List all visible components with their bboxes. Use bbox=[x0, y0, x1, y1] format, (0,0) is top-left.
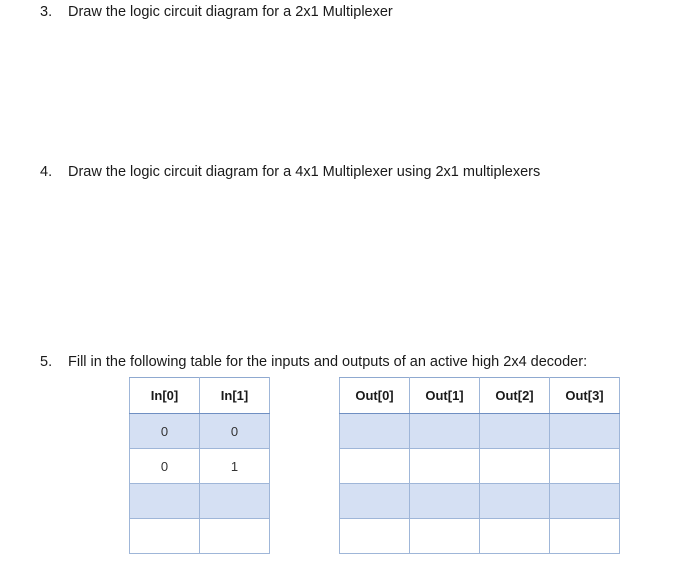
table-cell[interactable] bbox=[410, 484, 480, 519]
table-cell[interactable] bbox=[480, 449, 550, 484]
table-cell[interactable] bbox=[550, 519, 620, 554]
table-cell[interactable]: 0 bbox=[130, 414, 200, 449]
table-row bbox=[340, 484, 620, 519]
table-cell[interactable] bbox=[340, 414, 410, 449]
table-cell[interactable] bbox=[410, 449, 480, 484]
inputs-header-row bbox=[130, 378, 270, 414]
question-number: 4. bbox=[40, 164, 53, 180]
table-cell[interactable] bbox=[200, 484, 270, 519]
question-number: 3. bbox=[40, 4, 53, 20]
table-cell[interactable] bbox=[130, 484, 200, 519]
question-text: Draw the logic circuit diagram for a 4x1 Multiplexer using 2x1 multiplexers bbox=[68, 164, 541, 180]
question-5 bbox=[40, 353, 587, 371]
table-cell[interactable]: 0 bbox=[200, 414, 270, 449]
header-in-1: In[1] bbox=[200, 378, 270, 414]
question-text: Fill in the following table for the inputs and outputs of an active high 2x4 decoder: bbox=[68, 354, 588, 370]
table-cell[interactable] bbox=[410, 414, 480, 449]
table-row bbox=[130, 414, 270, 449]
table-cell[interactable] bbox=[130, 519, 200, 554]
header-out-1: Out[1] bbox=[410, 378, 480, 414]
table-cell[interactable] bbox=[550, 449, 620, 484]
table-cell[interactable] bbox=[480, 519, 550, 554]
table-cell[interactable]: 0 bbox=[130, 449, 200, 484]
table-cell[interactable] bbox=[340, 519, 410, 554]
table-cell[interactable] bbox=[480, 484, 550, 519]
header-out-2: Out[2] bbox=[480, 378, 550, 414]
table-row bbox=[130, 449, 270, 484]
question-text: Draw the logic circuit diagram for a 2x1 Multiplexer bbox=[68, 4, 393, 20]
table-cell[interactable] bbox=[340, 484, 410, 519]
table-cell[interactable] bbox=[410, 519, 480, 554]
table-row bbox=[130, 484, 270, 519]
table-cell[interactable] bbox=[340, 449, 410, 484]
question-number: 5. bbox=[40, 354, 53, 370]
table-row bbox=[340, 449, 620, 484]
table-cell[interactable] bbox=[550, 414, 620, 449]
header-out-3: Out[3] bbox=[550, 378, 620, 414]
question-3 bbox=[40, 3, 393, 21]
table-row bbox=[130, 519, 270, 554]
table-cell[interactable]: 1 bbox=[200, 449, 270, 484]
header-out-0: Out[0] bbox=[340, 378, 410, 414]
outputs-header-row bbox=[340, 378, 620, 414]
table-cell[interactable] bbox=[550, 484, 620, 519]
outputs-table bbox=[339, 377, 620, 554]
inputs-table bbox=[129, 377, 270, 554]
table-row bbox=[340, 519, 620, 554]
table-cell[interactable] bbox=[200, 519, 270, 554]
table-cell[interactable] bbox=[480, 414, 550, 449]
header-in-0: In[0] bbox=[130, 378, 200, 414]
table-row bbox=[340, 414, 620, 449]
question-4 bbox=[40, 163, 540, 181]
